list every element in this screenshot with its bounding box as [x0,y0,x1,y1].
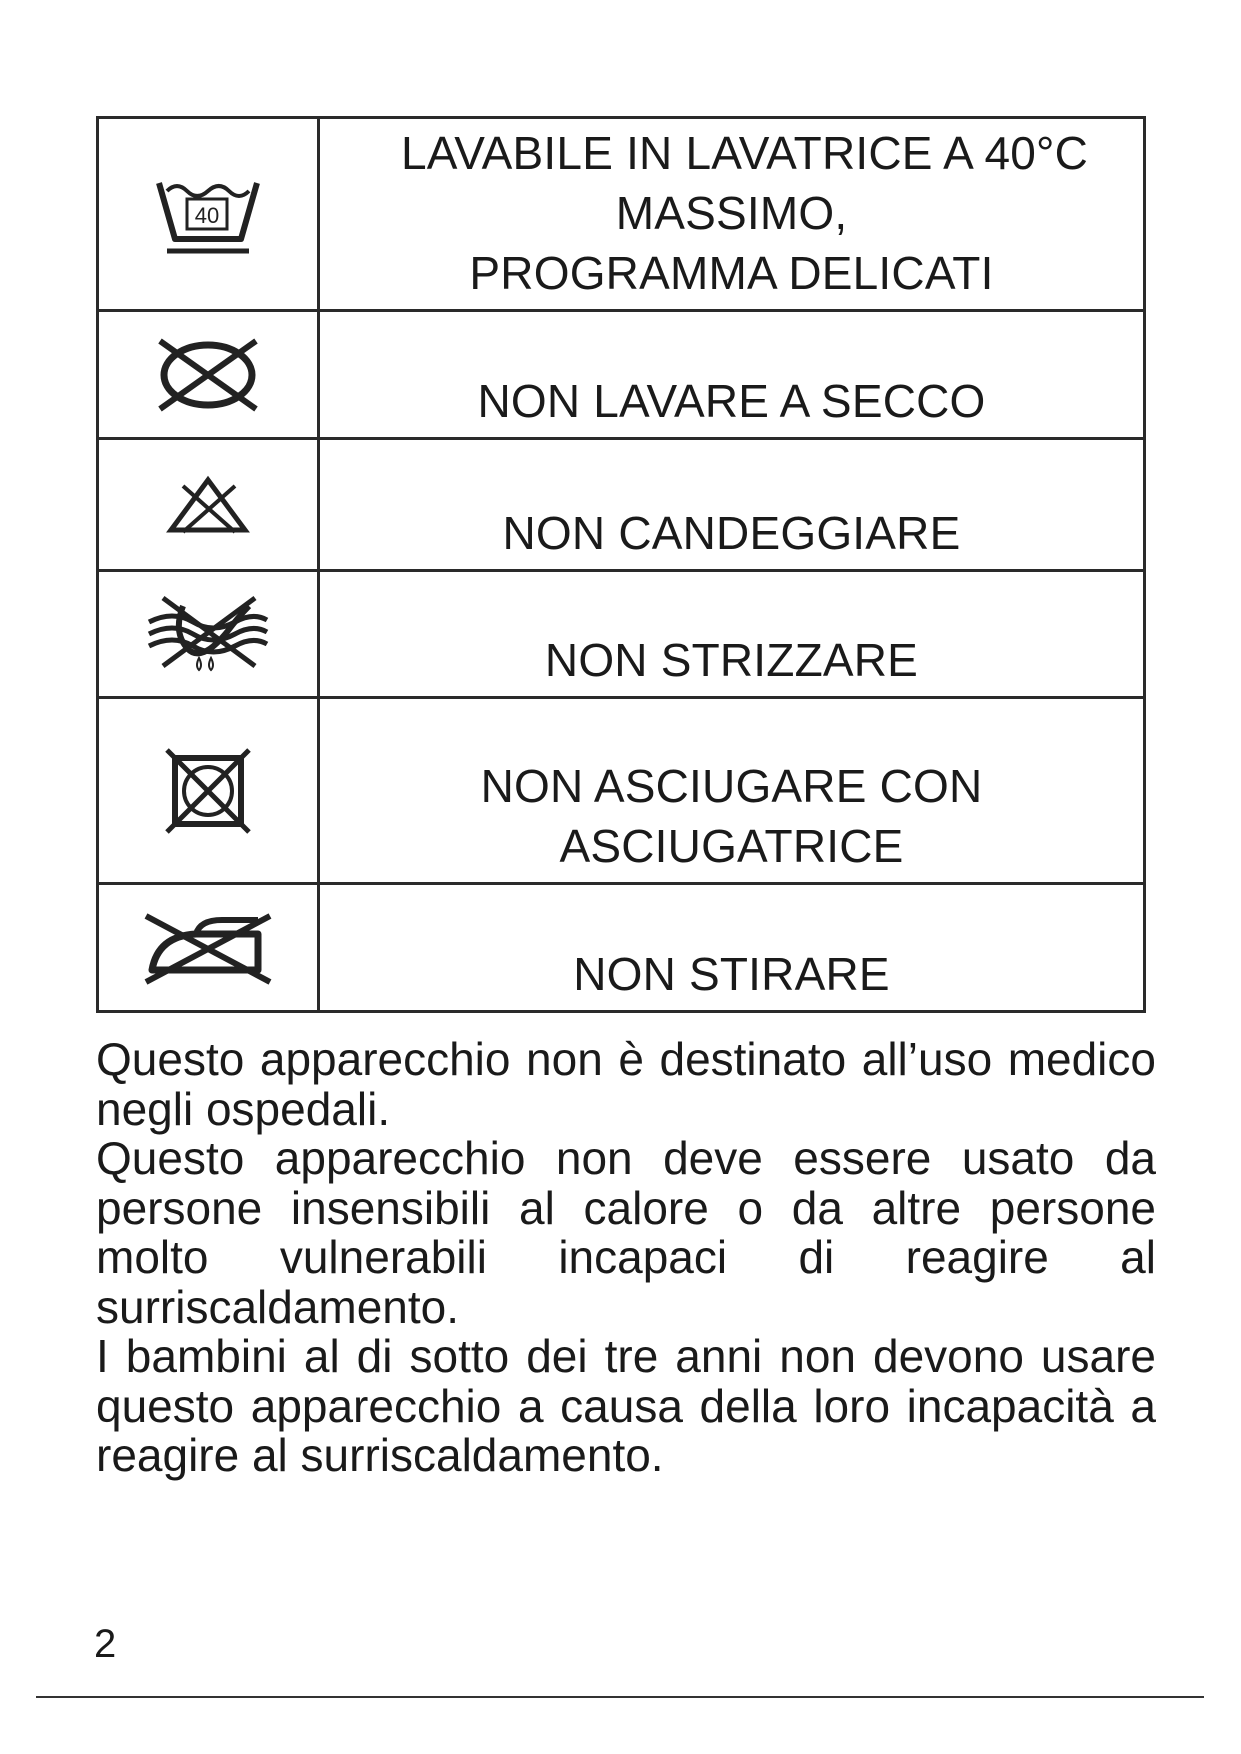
svg-text:40: 40 [194,203,220,228]
label-line: NON CANDEGGIARE [502,507,961,559]
care-row-wring [98,571,1145,698]
no-dry-clean-icon [148,333,268,417]
care-label-wash [319,118,1145,311]
care-row-wash [98,118,1145,311]
care-label-dry-clean [319,311,1145,439]
care-icon-cell [98,311,319,439]
care-label-tumble-dry [319,698,1145,884]
no-tumble-dry-icon [163,746,253,836]
care-row-tumble-dry [98,698,1145,884]
care-label-iron [319,884,1145,1012]
care-symbols-table [96,116,1146,1013]
wash-40-icon [153,169,263,259]
care-icon-cell [98,698,319,884]
care-icon-cell [98,884,319,1012]
label-line: NON STRIZZARE [544,634,919,686]
care-row-dry-clean [98,311,1145,439]
label-word: 40°C [984,127,1089,179]
label-line-justified [320,123,1153,183]
paragraph-heat-insensitive: Questo apparecchio non deve essere usato da persone insensibili al calore o da altre persone molto vulnerabili incapaci di reagire al surriscaldamento. [96,1132,1156,1333]
label-line: PROGRAMMA DELICATI [469,247,994,299]
no-bleach-icon [163,472,253,538]
label-word: LAVATRICE [685,127,933,179]
label-line: NON LAVARE A SECCO [477,375,986,427]
care-row-bleach [98,439,1145,571]
no-iron-icon [138,906,278,990]
label-word: IN [626,127,673,179]
label-line: NON ASCIUGARE CON [480,760,983,812]
paragraph-medical-use: Questo apparecchio non è destinato all’uso medico negli ospedali. [96,1033,1156,1135]
care-row-iron [98,884,1145,1012]
no-wring-icon [143,592,273,676]
label-line: NON STIRARE [573,948,890,1000]
care-icon-cell [98,571,319,698]
footer-divider [36,1696,1204,1698]
page-number: 2 [94,1622,117,1666]
care-icon-cell [98,439,319,571]
label-word: LAVABILE [400,127,614,179]
label-line: MASSIMO, [615,187,848,239]
paragraph-children: I bambini al di sotto dei tre anni non devono usare questo apparecchio a causa della loro incapacità a reagire al surriscaldamento. [96,1330,1156,1481]
label-line: ASCIUGATRICE [559,820,904,872]
care-icon-cell [98,118,319,311]
label-word: A [943,127,972,179]
care-label-wring [319,571,1145,698]
care-label-bleach [319,439,1145,571]
safety-notes [96,1035,1156,1481]
